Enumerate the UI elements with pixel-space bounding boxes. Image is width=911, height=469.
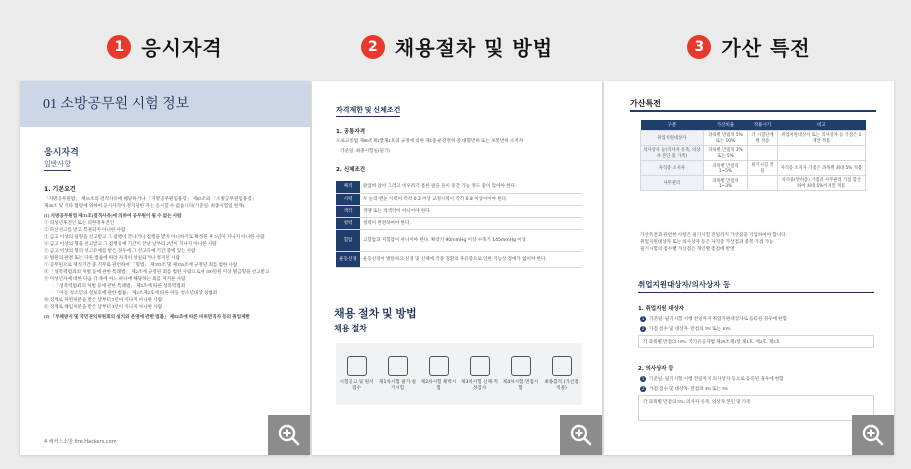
body-line: ⑪ 징계로 해임처분을 받은 날부터 3년이 지나지 아니한 사람 (44, 304, 163, 309)
procedure-step (502, 356, 540, 392)
table-cell: 운동신경이 발달하고 신경 및 신체에 각종 질환의 후유증으로 인한 기능상 장애가 없어야 한다. (360, 251, 582, 267)
doc-item-heading: 2. 신체조건 (336, 167, 366, 173)
body-line: 기준일: 최종시험일(필기) (340, 148, 390, 153)
table-cell: 색맹 또는 적색약이 아니어야 한다. (360, 205, 582, 217)
doc-item-heading: 1. 공통자격 (336, 129, 366, 135)
body-line: ⑩ 징계로 파면처분을 받은 날부터 5년이 지나지 아니한 사람 (44, 297, 163, 302)
section-heading (20, 32, 310, 61)
divider (630, 110, 876, 112)
body-line: ④ 금고 이상의 형을 선고받고 그 집행유예 기간이 끝난 날부터 2년이 지나지 아니한 사람 (44, 241, 217, 246)
table-row (336, 193, 582, 205)
body-line: · 「성폭력범죄의 처벌 등에 관한 특례법」 제2조에 따른 성폭력범죄 (52, 283, 186, 288)
bullet-text: 기준일: 필기시험 시행 전일까지 의사상자 등으로 등록된 경우에 한함 (649, 376, 784, 381)
table-cell (748, 146, 777, 161)
body-line: ⑨ 미성년자에 대한 다음 각 목에 어느 하나에 해당하는 죄를 저지른 사람 (44, 276, 186, 281)
section-heading (604, 32, 894, 61)
info-box (638, 335, 874, 348)
table-cell: 자격증 소지자 가점은 과목별 최대 5% 적용 (777, 161, 865, 176)
note-line: 필기시험의 점수별 가산점은 개인별 총점에 반영 (640, 246, 735, 251)
table-key: 운동신경 (336, 251, 360, 267)
bullet-line (640, 325, 731, 332)
doc-item-heading: 1. 취업지원 대상자 (638, 306, 685, 312)
body-line: 제46조 및 기타 법령에 의하여 응시자격이 정지당한 자는 응시할 수 없습니다(기준일: 최종시험일 현재). (44, 203, 246, 208)
doc-section-heading: 자격제한 및 신체조건 (336, 105, 400, 117)
doc-section-heading: 가산특전 (630, 99, 661, 108)
document-icon (347, 356, 367, 376)
procedure-step (420, 356, 458, 392)
table-cell (777, 146, 865, 161)
bullet-icon: 2 (641, 326, 645, 331)
doc-subsection-heading: 일반사항 (44, 159, 71, 171)
table-cell: 두 눈의 맨눈 시력이 각각 0.3 이상 교정시력이 각각 0.8 이상이어야 한다. (360, 193, 582, 205)
bullet-icon: 1 (641, 376, 645, 381)
table-cell: 과목별 만점의 5% 또는 10% (703, 131, 748, 146)
table-row (336, 217, 582, 229)
table-row (336, 205, 582, 217)
step-number-badge: 3 (687, 35, 711, 59)
table-key: 시력 (336, 193, 360, 205)
bullet-text: 기준일: 필기시험 시행 전일까지 취업지원대상자로 등록된 경우에 한함 (649, 316, 788, 321)
body-line: ① 피성년후견인 또는 피한정후견인 (44, 220, 115, 225)
table-cell: 취업지원대상자 또는 의사상자 등 가점은 1개만 적용 (777, 131, 865, 146)
table-cell: 과목별 만점의 1~5% (703, 161, 748, 176)
procedure-steps (336, 343, 582, 405)
step-number-badge: 1 (107, 35, 131, 59)
body-line: ⑤ 금고 이상의 형의 선고유예를 받은 경우에 그 선고유예 기간 중에 있는 사람 (44, 248, 196, 253)
table-cell: 과목별 만점의 1~3% (703, 176, 748, 191)
table-header: 비고 (777, 120, 865, 131)
step-label: 최종합격 (가산점 적용) (544, 380, 579, 391)
body-line: ⑦ 공무원으로 재직기간 중 직무와 관련하여 「형법」 제355조 및 제356조에 규정된 죄를 범한 사람 (44, 262, 238, 267)
step-label: 제3차시험 신체·적성검사 (461, 380, 498, 391)
doc-item-heading: 2. 의사상자 등 (638, 366, 674, 372)
procedure-step (461, 356, 499, 392)
doc-body (44, 195, 290, 320)
procedure-step (338, 356, 376, 392)
zoom-button[interactable] (268, 415, 310, 455)
table-cell: 취업지원대상자 (641, 131, 704, 146)
table-cell: 팔굽혀 앉아 그리고 비우려기 흠한 팔을 돌이 중간 가능 정도 좋이 않아야 한다. (360, 181, 582, 193)
table-row (336, 181, 582, 193)
column-bonus (604, 0, 894, 469)
notes-list (640, 231, 868, 252)
doc-item-heading: 1. 기본요건 (44, 186, 76, 193)
step-number-badge: 2 (361, 35, 385, 59)
table-key: 청력 (336, 217, 360, 229)
body-line: · 「아동·청소년의 성보호에 관한 법률」 제2조제2호에 따른 아동·청소년대상 성범죄 (52, 290, 218, 295)
bullet-line (640, 375, 784, 382)
pencil-icon (388, 356, 408, 376)
zoom-in-icon (861, 423, 885, 447)
box-text: 각 과목별 만점의 10%: 국가유공자법 제29조제1항 제1호, 제2호, 제3호 (643, 339, 781, 344)
table-row (336, 229, 582, 251)
table-cell: 과목별 만점의 3% 또는 5% (703, 146, 748, 161)
body-line: 「지방공무원법」 제31조의 결격사유에 해당하거나 「지방공무원임용령」 제65조와 「소방공무원임용령」 (44, 196, 257, 201)
clipboard-icon (470, 356, 490, 376)
table-header: 적용시기 (748, 120, 777, 131)
bullet-line (640, 385, 728, 392)
bullet-text: 가점 점수 및 대상자: 만점의 3% 또는 5% (649, 386, 729, 391)
table-row (641, 176, 866, 191)
table-cell: 의사상자 등(의사자 유족, 의상자 본인 및 가족) (641, 146, 704, 161)
column-qualification (20, 0, 310, 469)
section-title: 채용절차 및 방법 (394, 36, 554, 60)
body-line: (1) 지방공무원법 제31조(결격사유)에 의하여 공무원이 될 수 없는 사람 (44, 213, 182, 218)
page-title: 01 소방공무원 시험 정보 (43, 97, 190, 112)
step-label: 시험공고 및 원서접수 (339, 380, 374, 391)
bonus-table (640, 120, 866, 191)
body-line: (2) 「부패방지 및 국민권익위원회의 설치와 운영에 관한 법률」 제82조에 따른 비위면직자 등의 취업제한 (44, 314, 250, 319)
table-cell: 자격증 소지자 (641, 161, 704, 176)
info-box (638, 395, 874, 421)
table-key: 색각 (336, 205, 360, 217)
table-header: 구분 (641, 120, 704, 131)
bullet-icon: 2 (641, 386, 645, 391)
body-line: ③ 금고 이상의 실형을 선고받고 그 집행이 끝나거나 집행을 받지 아니하기로 확정된 후 5년이 지나지 아니한 사람 (44, 234, 265, 239)
body-line: ② 파산선고를 받고 복권되지 아니한 사람 (44, 227, 126, 232)
doc-section-heading: 취업지원대상자/의사상자 등 (638, 280, 731, 289)
doc-subsection-heading: 채용 절차 (334, 324, 367, 333)
procedure-step (379, 356, 417, 392)
table-cell: 각 시험단계별 적용 (748, 131, 777, 146)
table-key: 체격 (336, 181, 360, 193)
table-row (641, 161, 866, 176)
table-row (336, 251, 582, 267)
doc-section-heading: 채용 절차 및 방법 (334, 308, 417, 320)
note-line: 취업지원대상자 또는 의사상자 등은 자격증 가산점과 중복 가점 가능 (640, 239, 774, 244)
zoom-button[interactable] (852, 415, 894, 455)
bullet-text: 가점 점수 및 대상자: 만점의 5% 또는 10% (649, 326, 731, 331)
document-preview[interactable] (20, 81, 310, 455)
zoom-in-icon (277, 423, 301, 447)
table-header-row (641, 120, 866, 131)
document-preview[interactable] (312, 81, 602, 455)
section-title: 가산 특전 (721, 36, 811, 60)
document-preview[interactable] (604, 81, 894, 455)
body-line: ⑧ 「성폭력범죄의 처벌 등에 관한 특례법」 제2조에 규정된 죄를 범한 사람으로서 100만원 이상 벌금형을 선고받고 (44, 269, 270, 274)
zoom-in-icon (569, 423, 593, 447)
fitness-icon (429, 356, 449, 376)
note-line: 가산특전과 관련한 사항은 필기시험 전일까지 가산점을 기입하여야 합니다. (640, 232, 787, 237)
doc-section-heading: 응시자격 (44, 147, 79, 157)
divider (638, 292, 874, 293)
certificate-icon (552, 356, 572, 376)
table-cell: 고혈압과 저혈압이 아니어야 한다. 확장기 90mmHg 이상 수축기 145mmHg 이상 (360, 229, 582, 251)
section-heading (312, 32, 602, 61)
table-row (641, 131, 866, 146)
page-header-band (20, 81, 310, 127)
table-row (641, 146, 866, 161)
bullet-line (640, 315, 787, 322)
step-label: 제1차시험 필기·실기시험 (379, 380, 416, 391)
step-label: 제2차시험 체력시험 (420, 380, 457, 391)
table-key: 혈압 (336, 229, 360, 251)
zoom-button[interactable] (560, 415, 602, 455)
box-text: 각 과목별 만점의 5%: 의사자 유족, 의상자 본인 및 가족 (643, 399, 751, 404)
table-cell (748, 176, 777, 191)
page-footer: 4 해커스소방 fire.Hackers.com (44, 439, 117, 445)
body-line: 도로교통법 제80조제2항제1호의 규정에 의한 제1종 운전면허 중 대형면허 또는 보통면허 소지자 (336, 138, 524, 143)
bullet-icon: 1 (641, 316, 645, 321)
table-cell: 청력이 완전하여야 한다. (360, 217, 582, 229)
procedure-step (543, 356, 581, 392)
table-cell: 필기시험 적용 (748, 161, 777, 176)
table-cell: 사무관리 (641, 176, 704, 191)
physical-requirements-table (336, 181, 582, 268)
table-cell: 자격증(면허증) 가점과 사무관리 가점 합산하여 최대 5%까지만 적용 (777, 176, 865, 191)
interview-icon (511, 356, 531, 376)
column-procedure (312, 0, 602, 469)
step-label: 제4차시험 면접시험 (502, 380, 539, 391)
table-header: 가산비율 (703, 120, 748, 131)
section-title: 응시자격 (141, 36, 223, 60)
body-line: ⑥ 법원의 판결 또는 다른 법률에 따라 자격이 상실되거나 정지된 사람 (44, 255, 180, 260)
